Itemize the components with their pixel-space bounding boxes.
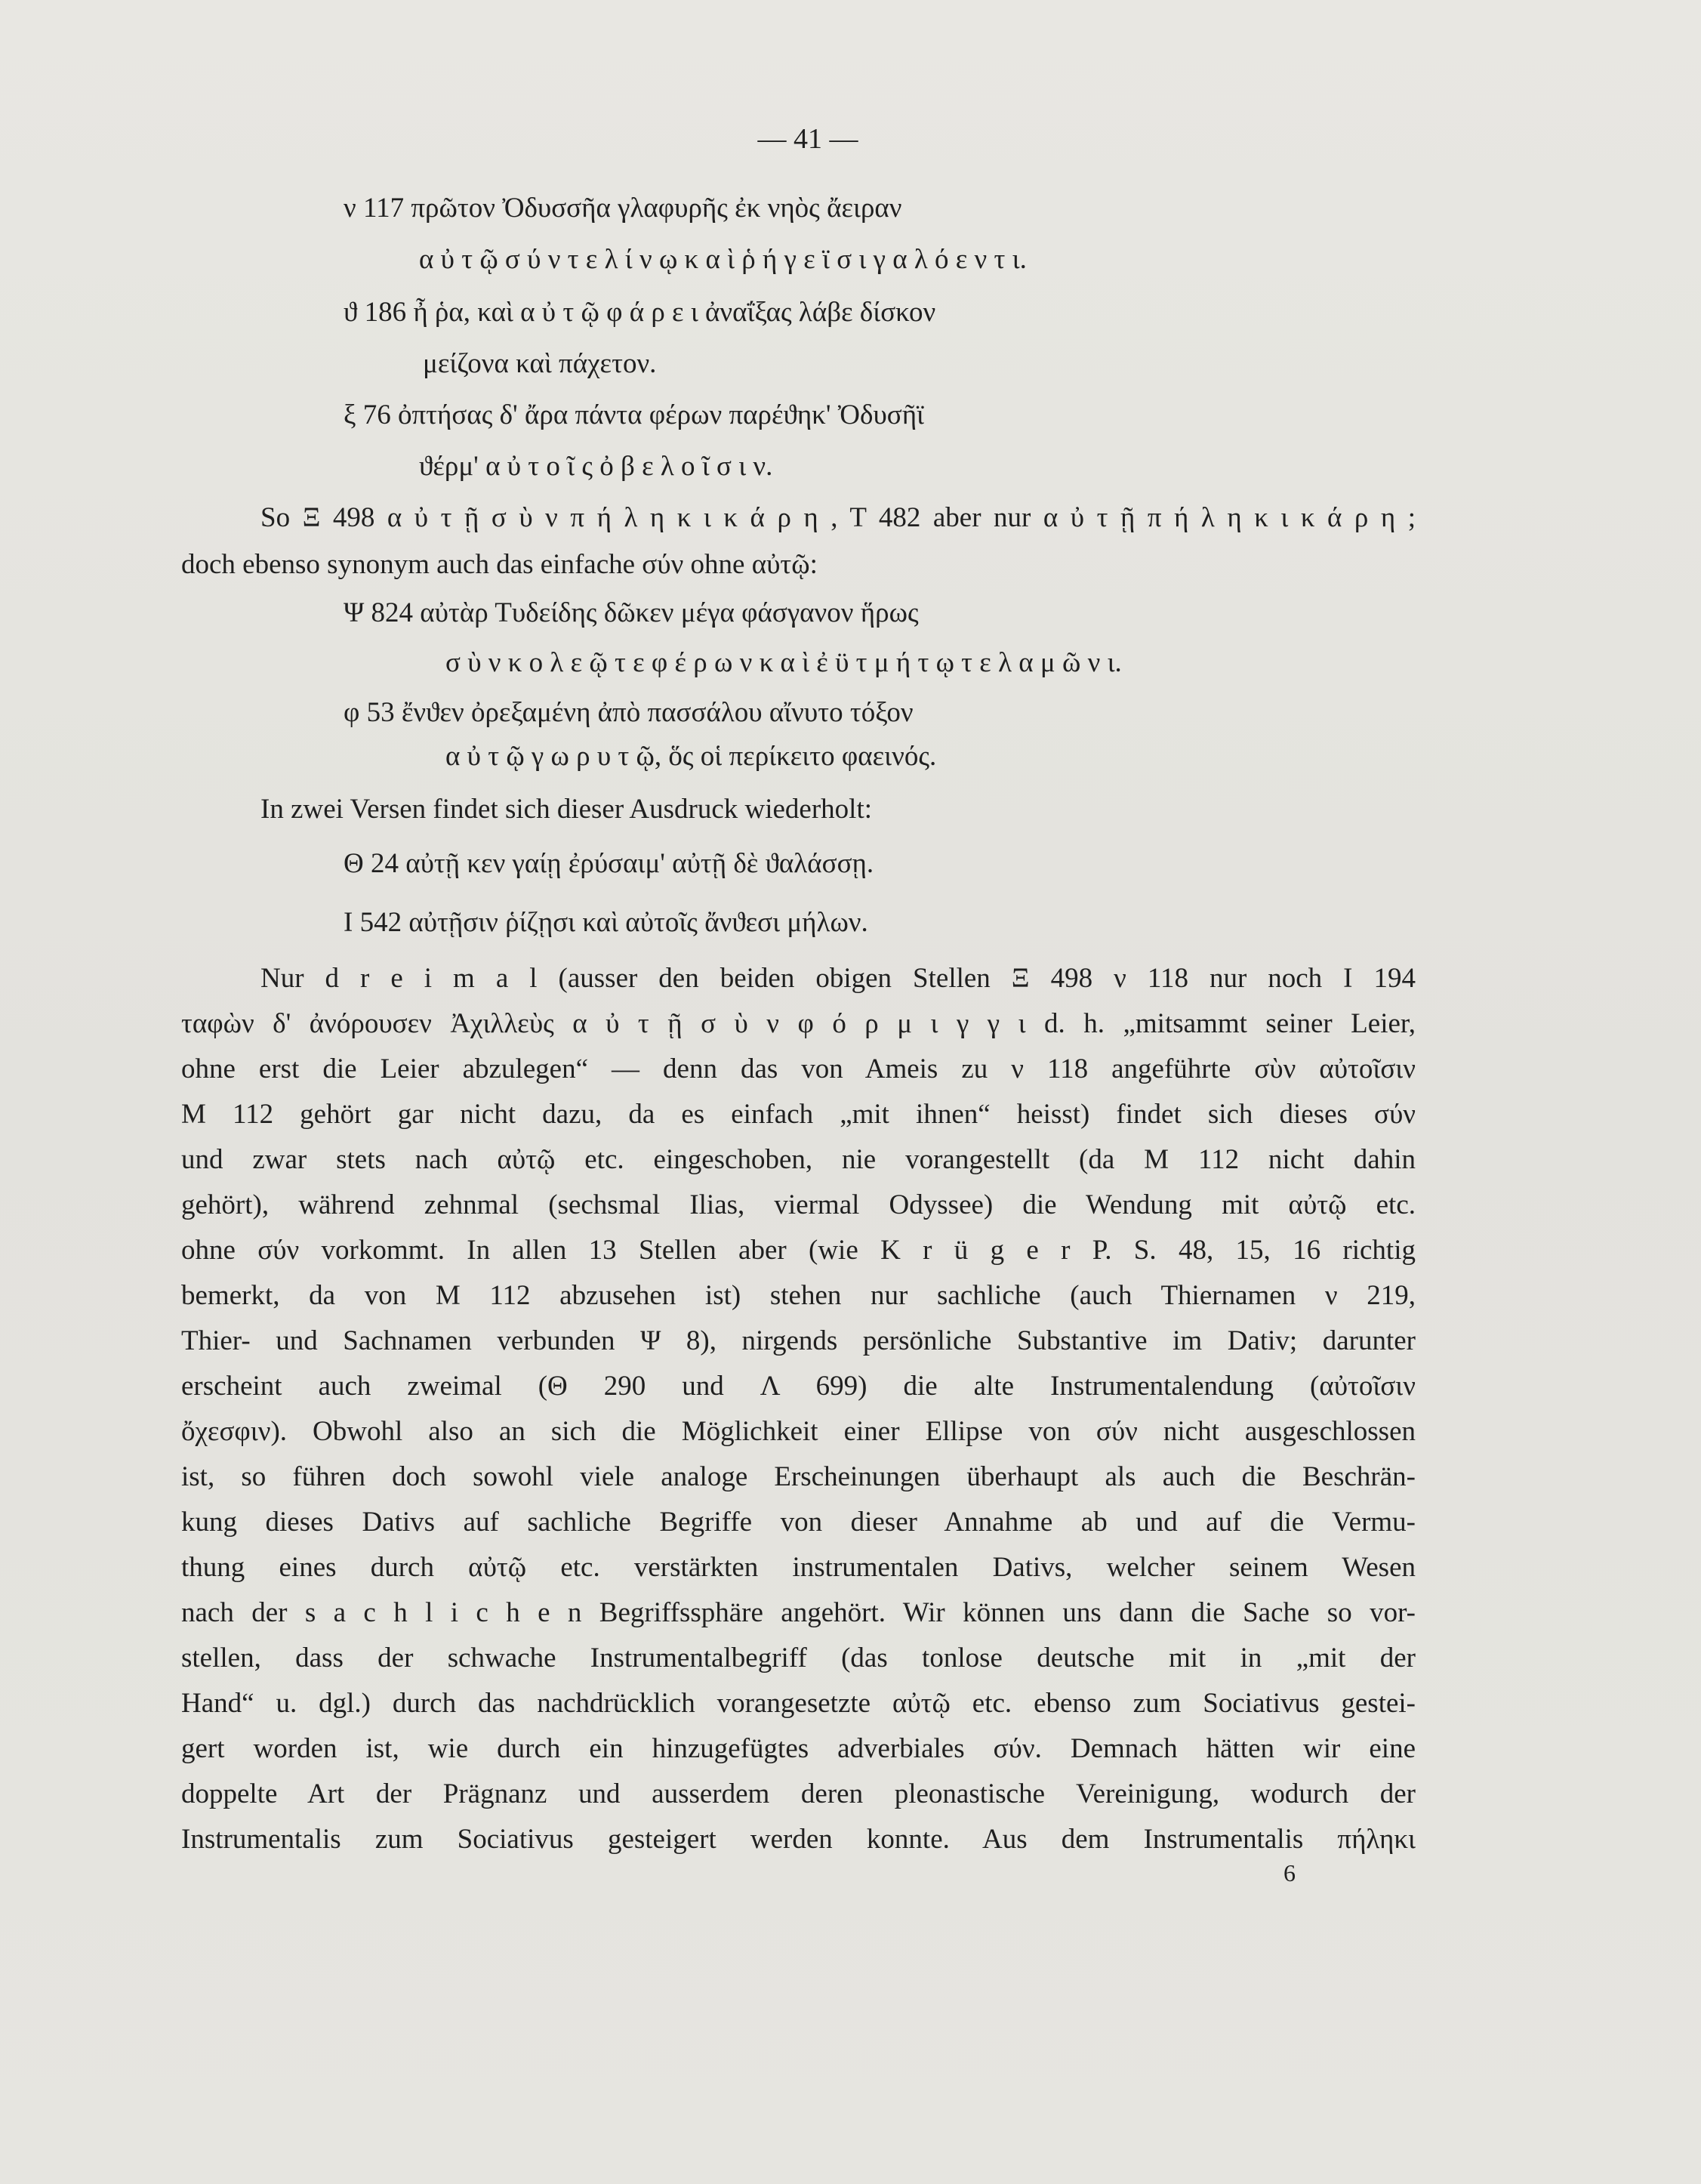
- greek-quote-line: ν 117 πρῶτον Ὀδυσσῆα γλαφυρῆς ἐκ νηὸς ἄειραν: [344, 193, 902, 224]
- greek-quote-line: σ ὺ ν κ ο λ ε ῷ τ ε φ έ ρ ω ν κ α ὶ ἐ ϋ τ μ ή τ ῳ τ ε λ α μ ῶ ν ι.: [445, 647, 1122, 678]
- text-line: bemerkt, da von Μ 112 abzusehen ist) stehen nur sachliche (auch Thiernamen ν 219,: [181, 1280, 1416, 1311]
- greek-quote-line: μείζονα καὶ πάχετον.: [423, 348, 657, 379]
- text-line: Μ 112 gehört gar nicht dazu, da es einfach „mit ihnen“ heisst) findet sich dieses σύν: [181, 1099, 1416, 1130]
- text-line: stellen, dass der schwache Instrumentalbegriff (das tonlose deutsche mit in „mit der: [181, 1643, 1416, 1673]
- greek-quote-line: Ι 542 αὐτῇσιν ῥίζῃσι καὶ αὐτοῖς ἄνϑεσι μήλων.: [344, 907, 868, 938]
- text-line: nach der s a c h l i c h e n Begriffssphäre angehört. Wir können uns dann die Sache so vor-: [181, 1597, 1416, 1628]
- greek-quote-line: φ 53 ἔνϑεν ὀρεξαμένη ἀπὸ πασσάλου αἴνυτο τόξον: [344, 697, 914, 728]
- text-line: ὄχεσφιν). Obwohl also an sich die Möglichkeit einer Ellipse von σύν nicht ausgeschlossen: [181, 1416, 1416, 1447]
- text-line: doch ebenso synonym auch das einfache σύν ohne αὐτῷ:: [181, 549, 818, 580]
- greek-quote-line: α ὐ τ ῷ γ ω ρ υ τ ῷ, ὅς οἱ περίκειτο φαεινός.: [445, 741, 937, 772]
- text-line: und zwar stets nach αὐτῷ etc. eingeschoben, nie vorangestellt (da Μ 112 nicht dahin: [181, 1144, 1416, 1175]
- text-line: thung eines durch αὐτῷ etc. verstärkten instrumentalen Dativs, welcher seinem Wesen: [181, 1552, 1416, 1583]
- text-line: Nur d r e i m a l (ausser den beiden obigen Stellen Ξ 498 ν 118 nur noch Ι 194: [260, 963, 1416, 994]
- text-line: Thier- und Sachnamen verbunden Ψ 8), nirgends persönliche Substantive im Dativ; darunter: [181, 1325, 1416, 1356]
- page-number: — 41 —: [757, 123, 858, 155]
- text-line: kung dieses Dativs auf sachliche Begriffe von dieser Annahme ab und auf die Vermu-: [181, 1507, 1416, 1538]
- signature-mark: 6: [1283, 1859, 1296, 1886]
- text-line: gert worden ist, wie durch ein hinzugefügtes adverbiales σύν. Demnach hätten wir eine: [181, 1733, 1416, 1764]
- text-line: Hand“ u. dgl.) durch das nachdrücklich vorangesetzte αὐτῷ etc. ebenso zum Sociativus gestei-: [181, 1688, 1416, 1719]
- text-line: doppelte Art der Prägnanz und ausserdem deren pleonastische Vereinigung, wodurch der: [181, 1778, 1416, 1809]
- text-line: gehört), während zehnmal (sechsmal Ilias, viermal Odyssee) die Wendung mit αὐτῷ etc.: [181, 1189, 1416, 1220]
- text-line: In zwei Versen findet sich dieser Ausdruck wiederholt:: [260, 794, 873, 825]
- text-line: ταφὼν δ' ἀνόρουσεν Ἀχιλλεὺς α ὐ τ ῇ σ ὺ ν φ ό ρ μ ι γ γ ι d. h. „mitsammt seiner Leier,: [181, 1008, 1416, 1039]
- greek-quote-line: α ὐ τ ῷ σ ύ ν τ ε λ ί ν ῳ κ α ὶ ῥ ή γ ε ϊ σ ι γ α λ ό ε ν τ ι.: [419, 244, 1027, 275]
- greek-quote-line: ϑ 186 ἦ ῥα, καὶ α ὐ τ ῷ φ ά ρ ε ι ἀναΐξας λάβε δίσκον: [344, 297, 936, 328]
- greek-quote-line: ξ 76 ὀπτήσας δ' ἄρα πάντα φέρων παρέϑηκ' Ὀδυσῆϊ: [344, 399, 925, 430]
- greek-quote-line: Θ 24 αὐτῇ κεν γαίῃ ἐρύσαιμ' αὐτῇ δὲ ϑαλάσσῃ.: [344, 848, 874, 879]
- text-line: So Ξ 498 α ὐ τ ῇ σ ὺ ν π ή λ η κ ι κ ά ρ η , Τ 482 aber nur α ὐ τ ῇ π ή λ η κ ι κ ά ρ η ;: [260, 502, 1416, 533]
- greek-quote-line: Ψ 824 αὐτὰρ Τυδείδης δῶκεν μέγα φάσγανον ἥρως: [344, 597, 919, 628]
- text-line: erscheint auch zweimal (Θ 290 und Λ 699) die alte Instrumentalendung (αὐτοῖσιν: [181, 1371, 1416, 1402]
- text-line: Instrumentalis zum Sociativus gesteigert werden konnte. Aus dem Instrumentalis πήληκι: [181, 1824, 1416, 1855]
- greek-quote-line: ϑέρμ' α ὐ τ ο ῖ ς ὀ β ε λ ο ῖ σ ι ν.: [419, 451, 773, 482]
- text-line: ohne erst die Leier abzulegen“ — denn das von Ameis zu ν 118 angeführte σὺν αὐτοῖσιν: [181, 1053, 1416, 1084]
- text-line: ist, so führen doch sowohl viele analoge Erscheinungen überhaupt als auch die Beschrän-: [181, 1461, 1416, 1492]
- text-line: ohne σύν vorkommt. In allen 13 Stellen aber (wie K r ü g e r P. S. 48, 15, 16 richtig: [181, 1235, 1416, 1266]
